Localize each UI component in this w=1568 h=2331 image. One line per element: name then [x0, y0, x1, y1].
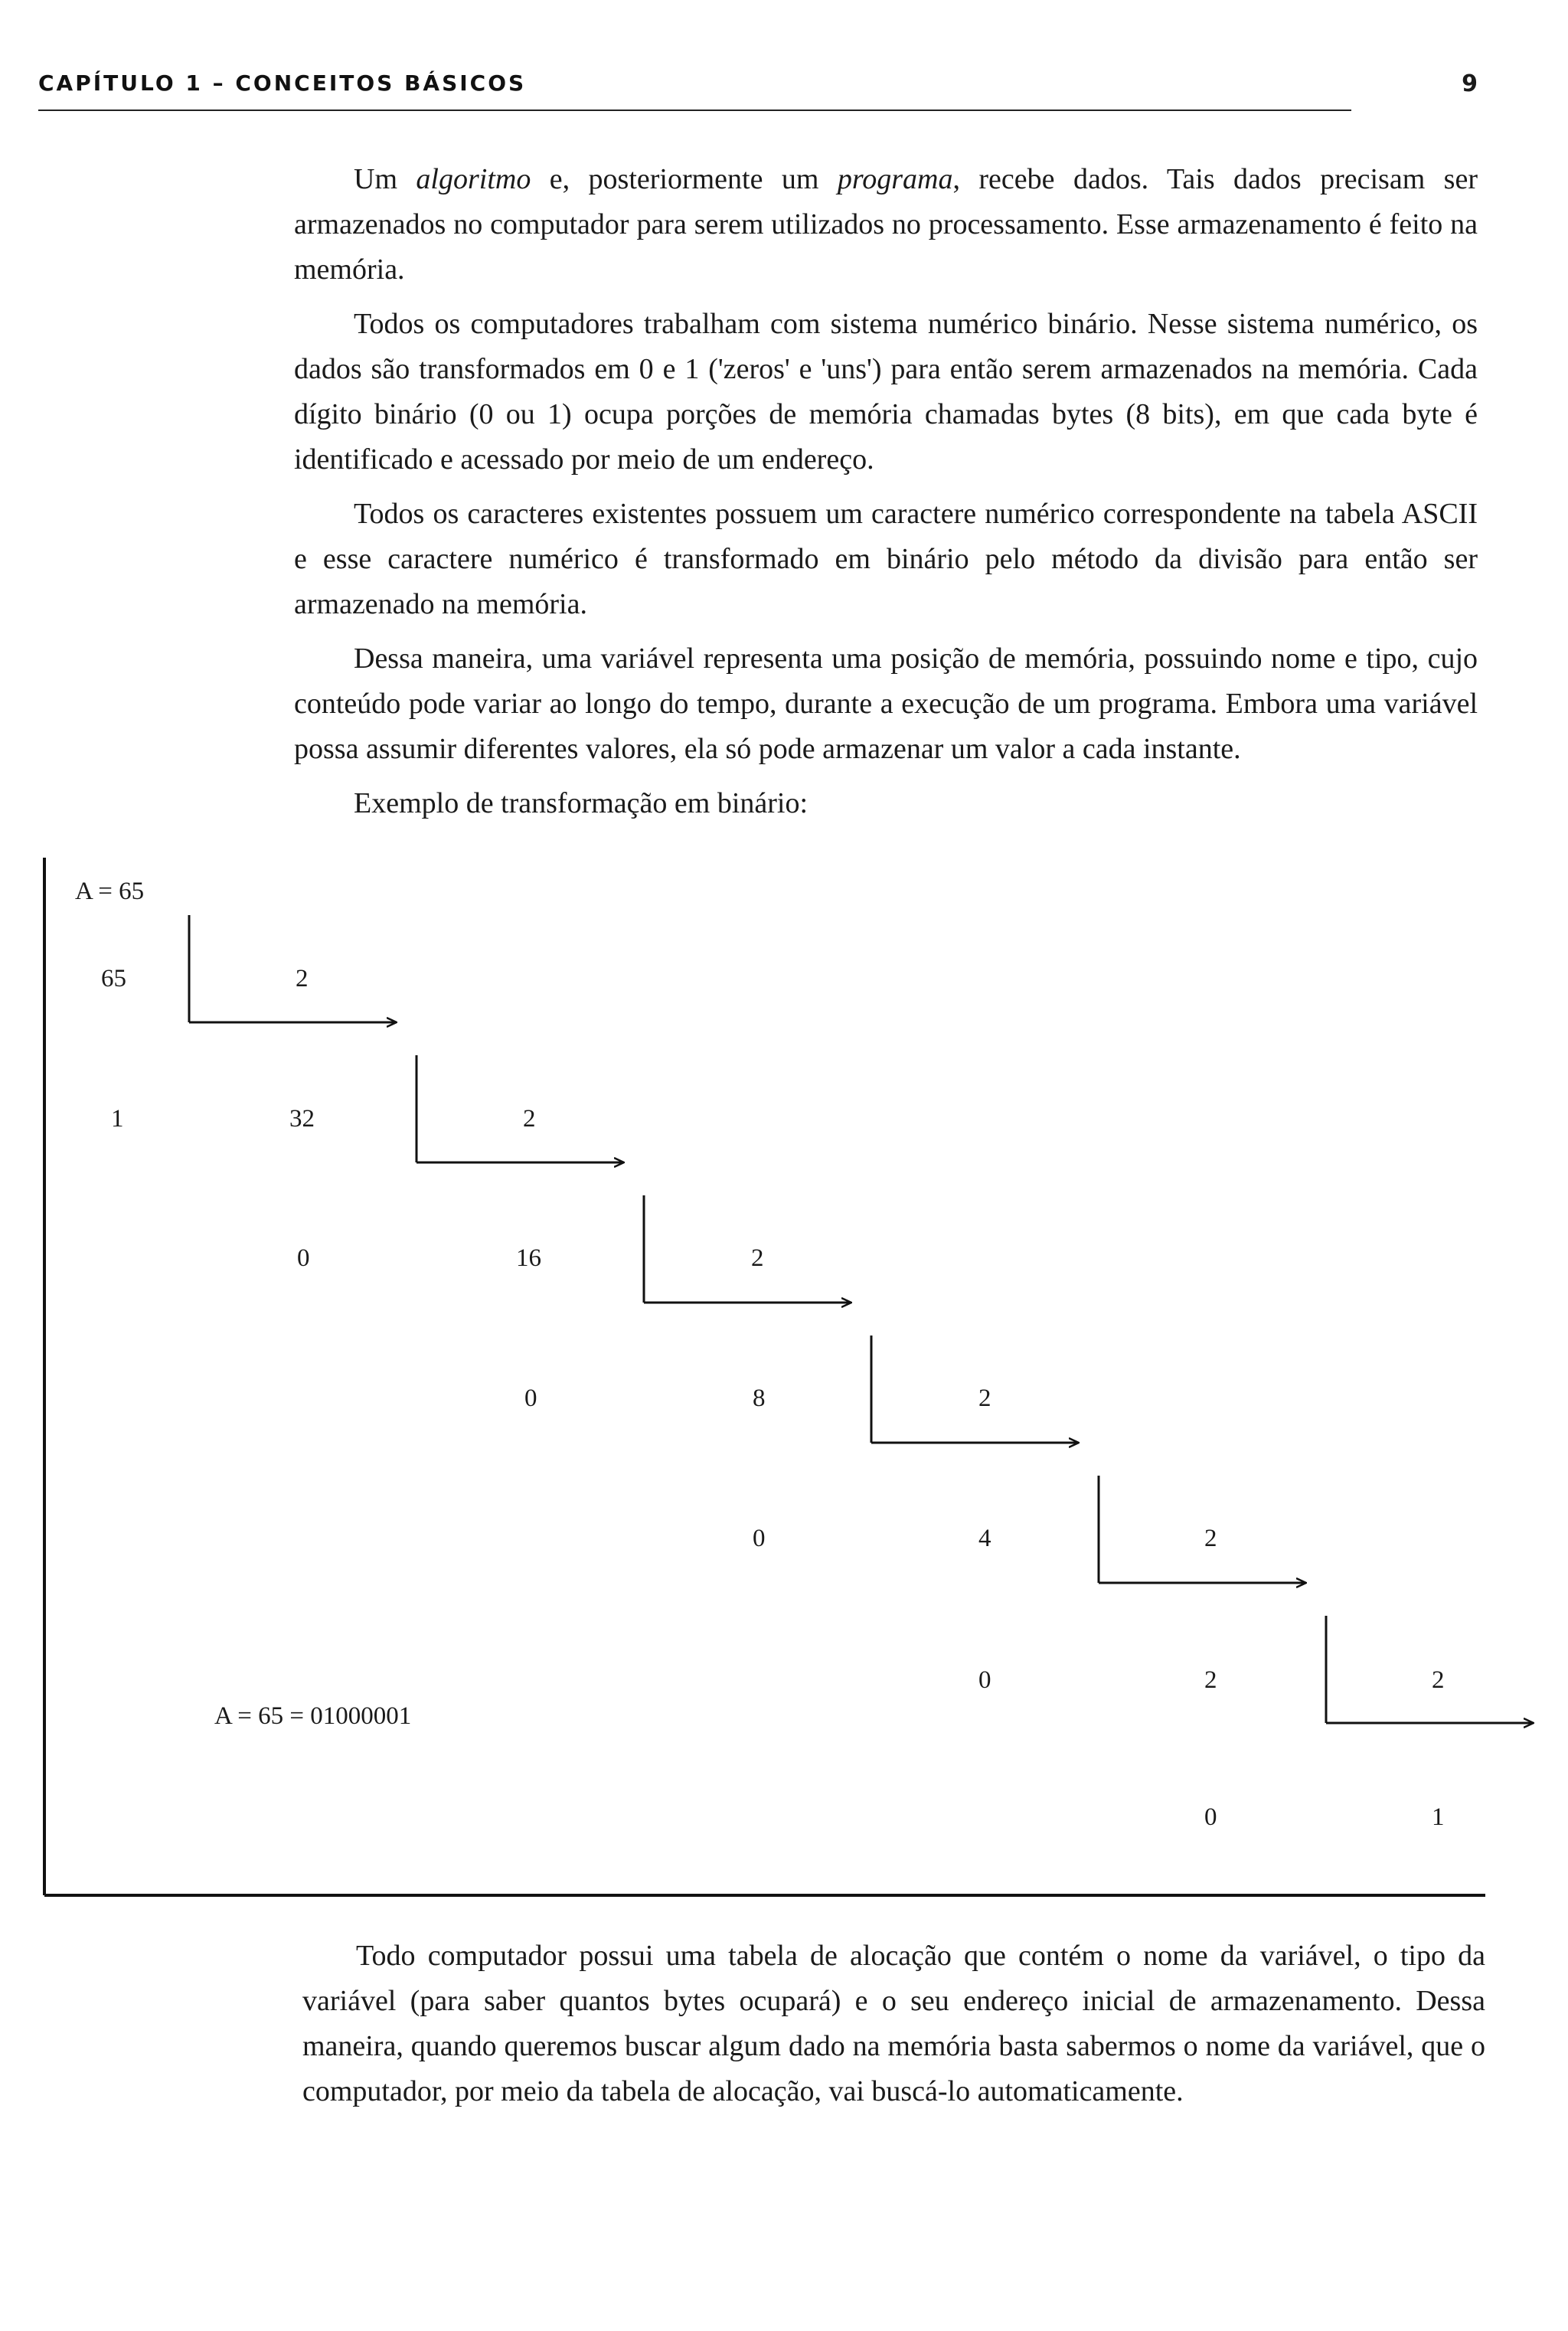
diagram-lines [0, 842, 1568, 1914]
remainder-5: 0 [978, 1666, 991, 1694]
divisor-2: 2 [523, 1105, 536, 1133]
divisor-6: 2 [1432, 1666, 1445, 1694]
dividend-2: 32 [289, 1105, 315, 1133]
final-quotient: 1 [1432, 1803, 1445, 1831]
header-rule [38, 110, 1351, 111]
divisor-4: 2 [978, 1385, 991, 1412]
final-remainder: 0 [1204, 1803, 1217, 1831]
closing-text [302, 1934, 1485, 2114]
binary-result: A = 65 = 01000001 [214, 1702, 412, 1730]
p1-text-c: , recebe dados. Tais dados precisam ser armazenados no computador para serem utilizados no processamento. Esse armazenamento é feito na memória. [294, 163, 1478, 286]
remainder-1: 1 [111, 1105, 124, 1133]
paragraph-5: Exemplo de transformação em binário: [354, 787, 808, 819]
dividend-3: 16 [516, 1244, 541, 1272]
remainder-4: 0 [753, 1525, 766, 1552]
dividend-4: 8 [753, 1385, 766, 1412]
paragraph-1 [294, 157, 1478, 293]
binary-division-diagram [0, 842, 1568, 1914]
dividend-6: 2 [1204, 1666, 1217, 1694]
paragraph-4: Dessa maneira, uma variável representa uma posição de memória, possuindo nome e tipo, cujo conteúdo pode variar ao longo do tempo, durante a execução de um programa. Embora uma variável possa assumir diferentes valores, ela só pode armazenar um valor a cada instante. [294, 642, 1478, 765]
divisor-3: 2 [751, 1244, 764, 1272]
p1-text-a: Um [354, 163, 416, 195]
p1-text-b: e, posteriormente um [531, 163, 838, 195]
dividend-5: 4 [978, 1525, 991, 1552]
divisor-5: 2 [1204, 1525, 1217, 1552]
term-programa: programa [837, 163, 953, 195]
remainder-3: 0 [524, 1385, 537, 1412]
chapter-title: CAPÍTULO 1 – CONCEITOS BÁSICOS [38, 70, 527, 96]
paragraph-2: Todos os computadores trabalham com sistema numérico binário. Nesse sistema numérico, os dados são transformados em 0 e 1 ('zeros' e 'uns') para então serem armazenados na memória. Cada dígito binário (0 ou 1) ocupa porções de memória chamadas bytes (8 bits), em que cada byte é identificado e acessado por meio de um endereço. [294, 308, 1478, 476]
diagram-title: A = 65 [75, 878, 145, 905]
divisor-1: 2 [296, 965, 309, 992]
body-text [294, 157, 1478, 835]
term-algoritmo: algoritmo [416, 163, 531, 195]
paragraph-3: Todos os caracteres existentes possuem um caractere numérico correspondente na tabela ASCII e esse caractere numérico é transformado em binário pelo método da divisão para então ser armazenado na memória. [294, 498, 1478, 620]
page-number: 9 [1462, 70, 1478, 97]
dividend-1: 65 [101, 965, 126, 992]
remainder-2: 0 [297, 1244, 310, 1272]
closing-paragraph: Todo computador possui uma tabela de alocação que contém o nome da variável, o tipo da variável (para saber quantos bytes ocupará) e o seu endereço inicial de armazenamento. Dessa maneira, quando queremos buscar algum dado na memória basta sabermos o nome da variável, que o computador, por meio da tabela de alocação, vai buscá-lo automaticamente. [302, 1940, 1485, 2107]
